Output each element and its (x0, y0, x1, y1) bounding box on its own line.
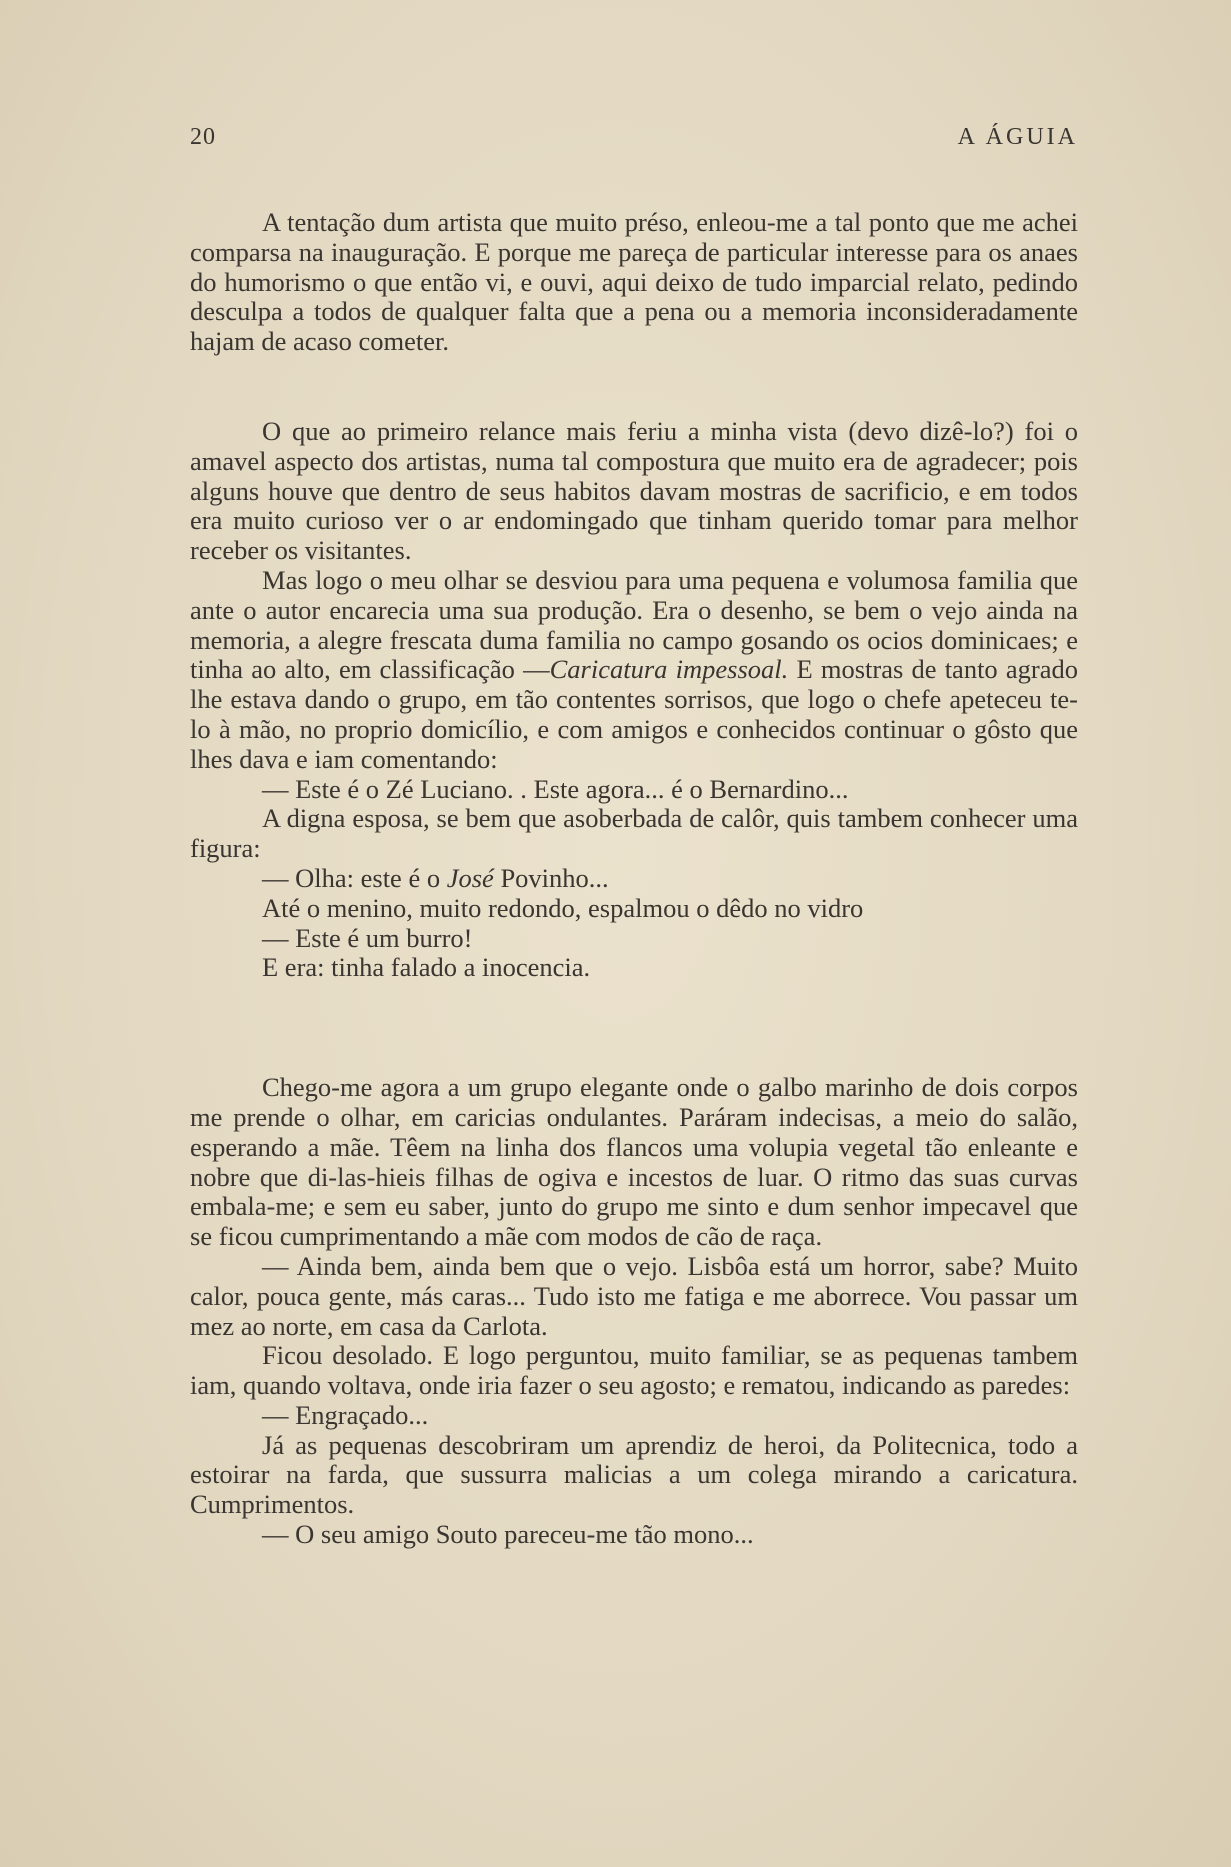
dialogue-line: — Engraçado... (262, 1399, 429, 1430)
paragraph: O que ao primeiro relance mais feriu a minha vista (devo dizê-lo?) foi o amavel aspecto dos artistas, numa tal compostura que muito era de agradecer; pois alguns houve que dentro de seus habitos davam mostras de sacrificio, e em todos era muito curioso ver o ar endomingado que tinham querido tomar para melhor receber os visitantes. (190, 415, 1078, 566)
dialogue-line: — Ainda bem, ainda bem que o vejo. Lisbôa está um horror, sabe? Muito calor, pouca gente, más caras... Tudo isto me fatiga e me aborrece. Vou passar um mez ao norte, em casa da Carlota. (190, 1250, 1078, 1341)
italic-title: Caricatura impessoal. (549, 654, 789, 685)
dialogue-text: Povinho... (500, 862, 609, 893)
dialogue-line: — Este é o Zé Luciano. . Este agora... é o Bernardino... (262, 773, 849, 804)
dialogue-text: — Olha: este é o (262, 862, 441, 893)
paragraph: Até o menino, muito redondo, espalmou o dêdo no vidro (262, 892, 864, 923)
paragraph: E era: tinha falado a inocencia. (262, 952, 591, 983)
paragraph: A digna esposa, se bem que asoberbada de calôr, quis tambem conhecer uma figura: (190, 803, 1078, 864)
dialogue-line (190, 864, 1078, 894)
page-header (190, 124, 1078, 160)
paragraph-text: Mas logo o meu olhar se desviou para uma pequena e volumosa familia que ante o autor encarecia uma sua produção. Era o desenho, se bem o vejo ainda na memoria, a alegre frescata duma familia no campo gosando os ocios dominicaes; e tinha ao alto, em classificação — (190, 564, 1078, 685)
paragraph: Chego-me agora a um grupo elegante onde o galbo marinho de dois corpos me prende o olhar, em caricias ondulantes. Paráram indecisas, a meio do salão, esperando a mãe. Têem na linha dos flancos uma volupia vegetal tão enleante e nobre que di-las-hieis filhas de ogiva e incestos de luar. O ritmo das suas curvas embala-me; e sem eu saber, junto do grupo me sinto e dum senhor impecavel que se ficou cumprimentando a mãe com modos de cão de raça. (190, 1072, 1078, 1252)
body-text (190, 208, 1078, 1550)
dialogue-line: — Este é um burro! (262, 922, 473, 953)
page-number: 20 (190, 124, 216, 150)
paragraph-text: E mostras de tanto agrado lhe estava dando o grupo, em tão contentes sorrisos, que logo o chefe apeteceu te-lo à mão, no proprio domicílio, e com amigos e conhecidos continuar o gôsto que lhes dava e iam comentando: (190, 654, 1078, 774)
section-break (190, 983, 1078, 1073)
dialogue-line: — O seu amigo Souto pareceu-me tão mono... (262, 1519, 754, 1550)
section-break (190, 357, 1078, 417)
paragraph: Já as pequenas descobriram um aprendiz de heroi, da Politecnica, todo a estoirar na farda, que sussurra malicias a um colega mirando a caricatura. Cumprimentos. (190, 1429, 1078, 1520)
running-title: A ÁGUIA (957, 124, 1078, 150)
paragraph (190, 566, 1078, 775)
italic-name: José (446, 862, 494, 893)
paragraph: A tentação dum artista que muito préso, enleou-me a tal ponto que me achei comparsa na inauguração. E porque me pareça de particular interesse para os anaes do humorismo o que então vi, e ouvi, aqui deixo de tudo imparcial relato, pedindo desculpa a todos de qualquer falta que a pena ou a memoria inconsideradamente hajam de acaso cometer. (190, 207, 1078, 357)
paragraph: Ficou desolado. E logo perguntou, muito familiar, se as pequenas tambem iam, quando voltava, onde iria fazer o seu agosto; e rematou, indicando as paredes: (190, 1340, 1078, 1401)
